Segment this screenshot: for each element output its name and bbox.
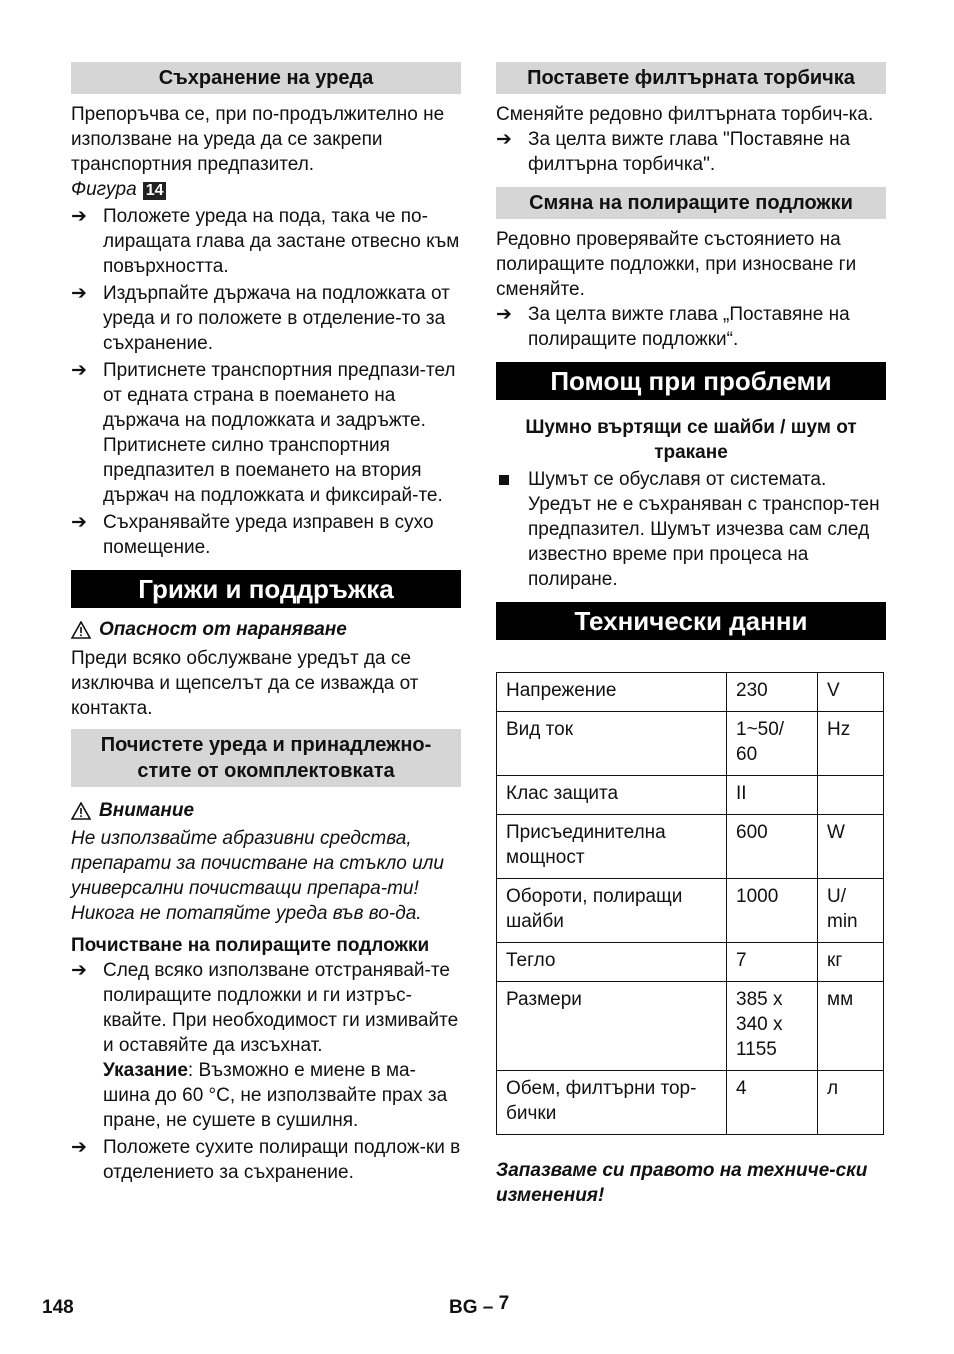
storage-step: ➔ Издърпайте държача на подложката от уреда и го положете в отделение-то за съхранение. [71, 283, 450, 354]
arrow-icon: ➔ [71, 360, 87, 381]
attention-warning [71, 798, 461, 823]
left-column [71, 62, 461, 1185]
storage-text: Препоръчва се, при по-продължително не използване на уреда да се закрепи транспортния предпазител. [71, 104, 445, 175]
arrow-icon: ➔ [71, 512, 87, 533]
storage-step: ➔ Притиснете транспортния предпази-тел от едната страна в поемането на държача на подложката и задръжте. Притиснете силно транспортния предпазител в поемането на втория държач на подложката и фиксирай-те. [71, 360, 456, 506]
reserve-note: Запазваме си правото на техниче-ски изменения! [496, 1160, 868, 1206]
attention-text: Не използвайте абразивни средства, препарати за почистване на стъкло или универсални почистващи препара-ти! Никога не потапяйте уреда във во-да. [71, 828, 444, 924]
arrow-icon: ➔ [496, 304, 512, 325]
filter-text: Сменяйте редовно филтърната торбич-ка. [496, 104, 874, 125]
table-row: Размери 385 x 340 x 1155 мм [497, 982, 884, 1071]
note-label: Указание [103, 1060, 188, 1081]
right-column [496, 62, 886, 1208]
pads-clean-step-text: След всяко използване отстранявай-те полиращите подложки и ги изтръс-квайте. При необходимост ги измивайте и оставяйте да изсъхнат. [103, 960, 459, 1056]
table-row: Тегло 7 кг [497, 943, 884, 982]
tech-title: Технически данни [496, 602, 886, 640]
footer-dash: – [482, 1297, 494, 1318]
footer-section-page: 7 [498, 1293, 510, 1314]
clean-title: Почистете уреда и принадлежно-стите от окомплектовката [71, 729, 461, 787]
arrow-icon: ➔ [71, 206, 87, 227]
page-number: 148 [42, 1297, 74, 1318]
danger-label: Опасност от нараняване [99, 619, 347, 640]
arrow-icon: ➔ [496, 129, 512, 150]
filter-title: Поставете филтърната торбичка [496, 62, 886, 94]
pads-change-title: Смяна на полиращите подложки [496, 187, 886, 219]
storage-step: ➔ Положете уреда на пода, така че по-лиращата глава да застане отвесно към повърхността. [71, 206, 460, 277]
danger-warning [71, 617, 461, 642]
footer-lang: BG [449, 1297, 478, 1318]
storage-title: Съхранение на уреда [71, 62, 461, 94]
arrow-icon: ➔ [71, 960, 87, 981]
arrow-icon: ➔ [71, 1137, 87, 1158]
table-row: Обем, филтърни тор-бички 4 л [497, 1071, 884, 1135]
warning-triangle-icon [71, 802, 91, 820]
figure-label: Фигура [71, 179, 137, 200]
note-text: : Възможно е миене в ма-шина до 60 °C, не използвайте прах за пране, не сушете в сушилня. [103, 1060, 448, 1131]
pads-clean-step [71, 958, 461, 1133]
table-row: Клас защита II [497, 776, 884, 815]
care-title: Грижи и поддръжка [71, 570, 461, 608]
spec-table [496, 672, 884, 1135]
danger-text: Преди всяко обслужване уредът да се изключва и щепселът да се изважда от контакта. [71, 648, 419, 719]
footer-section [449, 1293, 510, 1319]
noise-heading: Шумно въртящи се шайби / шум от тракане [525, 417, 857, 463]
table-row: Присъединителна мощност 600 W [497, 815, 884, 879]
arrow-icon: ➔ [71, 283, 87, 304]
pads-change-step: ➔ За целта вижте глава „Поставяне на полиращите подложки“. [496, 304, 850, 350]
warning-triangle-icon [71, 621, 91, 639]
attention-label: Внимание [99, 800, 195, 821]
square-bullet-icon [499, 475, 509, 485]
storage-step: ➔ Съхранявайте уреда изправен в сухо помещение. [71, 512, 434, 558]
help-title: Помощ при проблеми [496, 362, 886, 400]
table-row: Вид ток 1~50/ 60 Hz [497, 712, 884, 776]
figure-number: 14 [143, 182, 167, 200]
storage-steps [71, 204, 461, 560]
pads-change-text: Редовно проверявайте състоянието на полиращите подложки, при износване ги сменяйте. [496, 229, 857, 300]
noise-item: Шумът се обуславя от системата. Уредът не е съхраняван с транспор-тен предпазител. Шумът изчезва сам след известно време при процеса на полиране. [496, 467, 886, 592]
table-row: Обороти, полиращи шайби 1000 U/ min [497, 879, 884, 943]
table-row: Напрежение 230 V [497, 673, 884, 712]
pads-store-step: ➔ Положете сухите полиращи подлож-ки в отделението за съхранение. [71, 1137, 461, 1183]
filter-step: ➔ За целта вижте глава "Поставяне на филтърна торбичка". [496, 129, 851, 175]
pads-clean-heading: Почистване на полиращите подложки [71, 935, 430, 956]
figure-reference [71, 177, 461, 202]
